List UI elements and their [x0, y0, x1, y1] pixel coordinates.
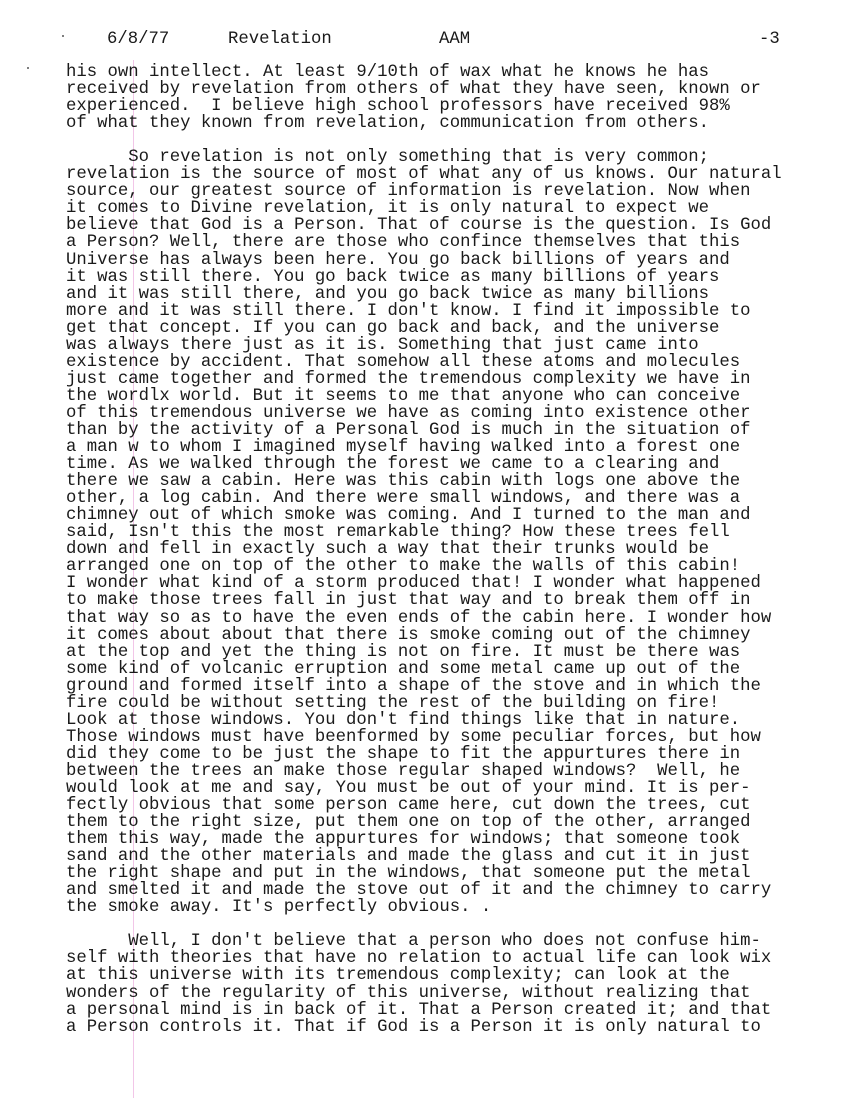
- paragraph-gap: [66, 132, 782, 149]
- text-line: and it was still there, and you go back twice as many billions: [66, 284, 709, 304]
- text-line: just came together and formed the tremendous complexity we have in: [66, 369, 751, 389]
- header-title: Revelation: [228, 30, 332, 49]
- text-line: some kind of volcanic erruption and some metal came up out of the: [66, 659, 741, 679]
- text-line: wonders of the regularity of this universe, without realizing that: [66, 983, 751, 1003]
- text-line: So revelation is not only something that is very common;: [66, 148, 709, 168]
- text-line: his own intellect. At least 9/10th of wax what he knows he has: [66, 63, 709, 82]
- text-line: at the top and yet the thing is not on fire. It must be there was: [66, 642, 741, 662]
- page-number: -3: [759, 30, 780, 49]
- text-line: fectly obvious that some person came here, cut down the trees, cut: [66, 796, 751, 816]
- header-initials: AAM: [439, 30, 471, 49]
- text-line: than by the activity of a Personal God is much in the situation of: [66, 420, 751, 440]
- text-line: arranged one on top of the other to make the walls of this cabin!: [66, 557, 741, 577]
- text-line: of what they known from revelation, communication from others.: [66, 114, 709, 134]
- text-line: revelation is the source of most of what any of us knows. Our natural: [66, 165, 782, 185]
- text-line: it was still there. You go back twice as many billions of years: [66, 267, 720, 287]
- text-line: a Person controls it. That if God is a Person it is only natural to: [66, 1017, 761, 1037]
- speck: [27, 67, 29, 69]
- text-line: more and it was still there. I don't know. I find it impossible to: [66, 301, 751, 321]
- text-line: a man w to whom I imagined myself having walked into a forest one: [66, 438, 741, 458]
- text-line: self with theories that have no relation to actual life can look wix: [66, 949, 772, 969]
- text-line: the wordlx world. But it seems to me that anyone who can conceive: [66, 386, 741, 406]
- text-line: them this way, made the appurtures for windows; that someone took: [66, 830, 741, 850]
- text-line: chimney out of which smoke was coming. And I turned to the man and: [66, 506, 751, 526]
- text-line: a Person? Well, there are those who confince themselves that this: [66, 233, 741, 253]
- text-line: was always there just as it is. Something that just came into: [66, 335, 699, 355]
- text-line: would look at me and say, You must be out of your mind. It is per-: [66, 778, 751, 798]
- text-line: it comes about about that there is smoke coming out of the chimney: [66, 625, 751, 645]
- text-line: a personal mind is in back of it. That a Person created it; and that: [66, 1000, 772, 1020]
- document-body: [66, 64, 782, 1036]
- text-line: I wonder what kind of a storm produced that! I wonder what happened: [66, 574, 761, 594]
- text-line: source, our greatest source of information is revelation. Now when: [66, 182, 751, 202]
- text-line: down and fell in exactly such a way that their trunks would be: [66, 540, 709, 560]
- text-line: Well, I don't believe that a person who does not confuse him-: [66, 932, 761, 952]
- text-line: get that concept. If you can go back and back, and the universe: [66, 318, 720, 338]
- text-line: the right shape and put in the windows, that someone put the metal: [66, 864, 751, 884]
- text-line: believe that God is a Person. That of course is the question. Is God: [66, 216, 772, 236]
- text-line: that way so as to have the even ends of the cabin here. I wonder how: [66, 608, 772, 628]
- text-line: said, Isn't this the most remarkable thing? How these trees fell: [66, 523, 730, 543]
- text-line: Those windows must have beenformed by some peculiar forces, but how: [66, 727, 761, 747]
- text-line: time. As we walked through the forest we came to a clearing and: [66, 455, 720, 475]
- text-line: of this tremendous universe we have as coming into existence other: [66, 403, 751, 423]
- header-date: 6/8/77: [107, 30, 170, 49]
- text-line: existence by accident. That somehow all these atoms and molecules: [66, 352, 741, 372]
- text-line: ground and formed itself into a shape of the stove and in which the: [66, 676, 761, 696]
- text-line: Look at those windows. You don't find things like that in nature.: [66, 710, 741, 730]
- text-line: did they come to be just the shape to fit the appurtures there in: [66, 744, 741, 764]
- paragraph: [66, 64, 782, 132]
- paragraph-gap: [66, 916, 782, 933]
- text-line: at this universe with its tremendous complexity; can look at the: [66, 966, 730, 986]
- text-line: experienced. I believe high school professors have received 98%: [66, 97, 730, 117]
- text-line: the smoke away. It's perfectly obvious. .: [66, 898, 492, 918]
- paragraph: [66, 149, 782, 916]
- text-line: other, a log cabin. And there were small windows, and there was a: [66, 489, 741, 509]
- text-line: there we saw a cabin. Here was this cabin with logs one above the: [66, 472, 741, 492]
- paragraph: [66, 933, 782, 1035]
- speck: [62, 35, 64, 37]
- text-line: received by revelation from others of what they have seen, known or: [66, 80, 761, 100]
- text-line: fire could be without setting the rest of the building on fire!: [66, 693, 720, 713]
- text-line: it comes to Divine revelation, it is only natural to expect we: [66, 199, 709, 219]
- text-line: Universe has always been here. You go back billions of years and: [66, 250, 730, 270]
- text-line: to make those trees fall in just that way and to break them off in: [66, 591, 751, 611]
- text-line: and smelted it and made the stove out of it and the chimney to carry: [66, 881, 772, 901]
- text-line: them to the right size, put them one on top of the other, arranged: [66, 813, 751, 833]
- text-line: between the trees an make those regular shaped windows? Well, he: [66, 761, 741, 781]
- text-line: sand and the other materials and made the glass and cut it in just: [66, 847, 751, 867]
